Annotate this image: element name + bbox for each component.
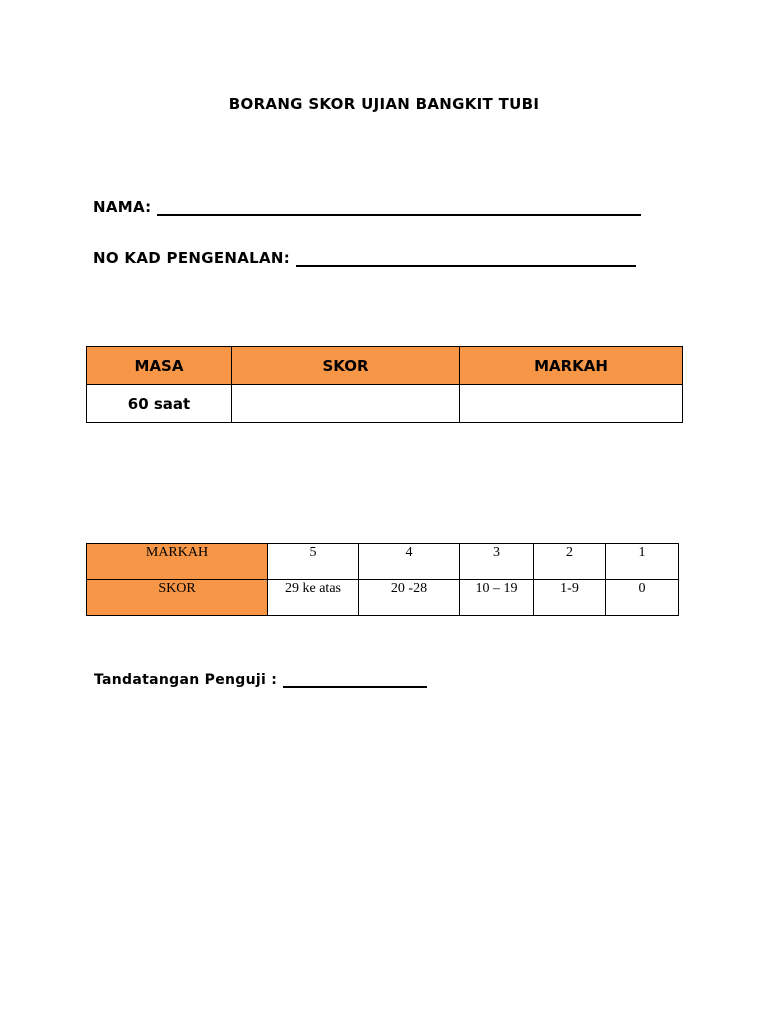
- reference-skor-label: SKOR: [87, 580, 268, 616]
- reference-skor-cell: 29 ke atas: [268, 580, 359, 616]
- score-table-row: [87, 385, 683, 423]
- reference-skor-cell: 1-9: [534, 580, 606, 616]
- reference-markah-cell: 3: [460, 544, 534, 580]
- signature-blank-line[interactable]: [283, 670, 427, 688]
- name-label: NAMA:: [93, 198, 152, 216]
- cell-masa: 60 saat: [87, 385, 232, 423]
- reference-skor-row: [87, 580, 679, 616]
- page-title: BORANG SKOR UJIAN BANGKIT TUBI: [228, 95, 540, 113]
- reference-markah-cell: 2: [534, 544, 606, 580]
- score-table: [86, 346, 683, 423]
- name-blank-line[interactable]: [157, 198, 641, 216]
- reference-markah-cell: 1: [606, 544, 679, 580]
- cell-skor-input[interactable]: [232, 385, 460, 423]
- reference-skor-cell: 10 – 19: [460, 580, 534, 616]
- header-skor: SKOR: [232, 347, 460, 385]
- name-field[interactable]: [93, 198, 641, 216]
- reference-markah-label: MARKAH: [87, 544, 268, 580]
- examiner-signature-label: Tandatangan Penguji :: [94, 672, 278, 688]
- score-table-header-row: [87, 347, 683, 385]
- reference-markah-cell: 4: [359, 544, 460, 580]
- ic-number-blank-line[interactable]: [296, 249, 636, 267]
- reference-skor-cell: 0: [606, 580, 679, 616]
- ic-number-field[interactable]: [93, 249, 636, 267]
- reference-skor-cell: 20 -28: [359, 580, 460, 616]
- reference-markah-row: [87, 544, 679, 580]
- header-masa: MASA: [87, 347, 232, 385]
- ic-number-label: NO KAD PENGENALAN:: [93, 249, 291, 267]
- header-markah: MARKAH: [460, 347, 683, 385]
- examiner-signature-field[interactable]: [94, 670, 427, 688]
- reference-markah-cell: 5: [268, 544, 359, 580]
- reference-table: [86, 543, 679, 616]
- cell-markah-input[interactable]: [460, 385, 683, 423]
